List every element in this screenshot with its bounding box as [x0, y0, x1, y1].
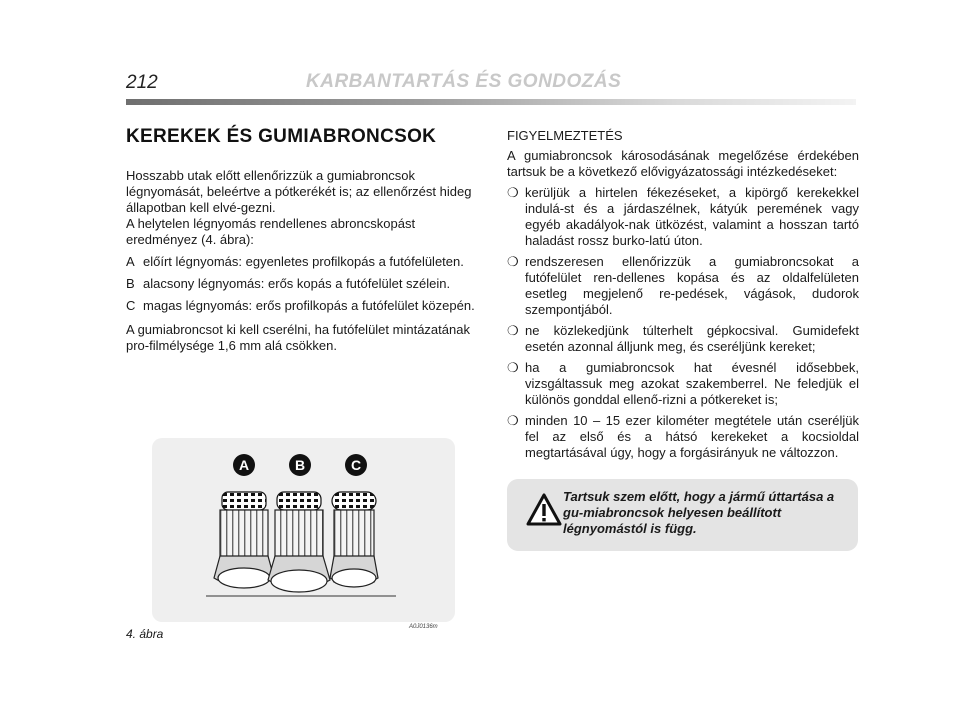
paragraph-wrong-pressure: A helytelen légnyomás rendellenes abroncskopást eredményez (4. ábra):: [126, 216, 416, 247]
list-item: [507, 413, 859, 461]
tire-wear-illustration: [152, 438, 455, 622]
list-item: [507, 185, 859, 249]
page-number: 212: [126, 72, 158, 93]
tire-a: [214, 492, 274, 588]
label-c-badge: [345, 454, 367, 476]
list-item-key: C: [126, 298, 136, 313]
bullet-icon: ❍: [507, 254, 519, 269]
figure-caption: 4. ábra: [126, 627, 164, 641]
list-item-key: A: [126, 254, 135, 269]
list-item-text: ne közlekedjünk túlterhelt gépkocsival. Gumidefekt esetén azonnal álljunk meg, és cseréljünk kereket;: [525, 323, 859, 354]
running-head: KARBANTARTÁS ÉS GONDOZÁS: [306, 71, 622, 92]
caution-box: [507, 479, 858, 551]
bullet-icon: ❍: [507, 323, 519, 338]
caution-text: Tartsuk szem előtt, hogy a jármű úttartása a gu-miabroncsok helyesen beállított légnyomástól is függ.: [563, 489, 835, 536]
list-item: [126, 254, 478, 270]
list-item-text: magas légnyomás: erős profilkopás a futófelület közepén.: [143, 298, 475, 313]
label-a: A: [238, 457, 250, 473]
list-item-text: ha a gumiabroncsok hat évesnél idősebbek, vizsgáltassuk meg azokat szakemberrel. Ne feledjük el különös gonddal ellenő-rizni a pótkereket is;: [525, 360, 859, 407]
list-item-text: alacsony légnyomás: erős kopás a futófelület szélein.: [143, 276, 451, 291]
tire-c: [330, 492, 378, 587]
list-item-text: rendszeresen ellenőrizzük a gumiabroncsokat a futófelület ren-dellenes kopása és az oldalfelületen esetleg megjelenő re-pedések, vágások, dudorok szempontjából.: [525, 254, 859, 317]
label-a-badge: [233, 454, 255, 476]
list-item: [126, 298, 478, 314]
right-column: [507, 128, 859, 461]
tire-wear-figure: [152, 438, 455, 622]
label-c: C: [350, 457, 362, 473]
paragraph-replace: A gumiabroncsot ki kell cserélni, ha futófelület mintázatának pro-filmélysége 1,6 mm alá csökken.: [126, 322, 470, 353]
warning-triangle-icon: [526, 493, 562, 527]
warning-heading: FIGYELMEZTETÉS: [507, 128, 623, 143]
warning-intro: A gumiabroncsok károsodásának megelőzése érdekében tartsuk be a következő elővigyázatossági intézkedéseket:: [507, 148, 859, 179]
list-item: [126, 276, 478, 292]
paragraph-pressure-check: Hosszabb utak előtt ellenőrizzük a gumiabroncsok légnyomását, beleértve a pótkerékét is; az ellenőrzést hideg állapotban kell elvé-gezni.: [126, 168, 472, 215]
left-column: [126, 126, 478, 354]
header-rule: [126, 99, 856, 105]
label-b: B: [294, 457, 306, 473]
list-item-key: B: [126, 276, 135, 291]
figure-code: A0J0136m: [409, 624, 438, 630]
bullet-icon: ❍: [507, 360, 519, 375]
list-item: [507, 254, 859, 318]
warning-list: [507, 185, 859, 461]
list-item-text: minden 10 – 15 ezer kilométer megtétele után cseréljük fel az első és a hátsó kerekeket a kocsioldal megtartásával úgy, hogy a forgásirányuk ne változzon.: [525, 413, 859, 460]
bullet-icon: ❍: [507, 185, 519, 200]
list-item: [507, 360, 859, 408]
list-item-text: kerüljük a hirtelen fékezéseket, a kipörgő kerekekkel indulá-st és a járdaszélnek, kátyúk peremének vagy egyéb akadályok-nak ütközést, valamint a hosszan tartó haladást rossz burko-latú úton.: [525, 185, 859, 248]
tire-b: [268, 492, 330, 592]
list-item-text: előírt légnyomás: egyenletes profilkopás a futófelületen.: [143, 254, 464, 269]
label-b-badge: [289, 454, 311, 476]
bullet-icon: ❍: [507, 413, 519, 428]
pressure-list: [126, 254, 478, 314]
section-title: KEREKEK ÉS GUMIABRONCSOK: [126, 126, 437, 147]
list-item: [507, 323, 859, 355]
